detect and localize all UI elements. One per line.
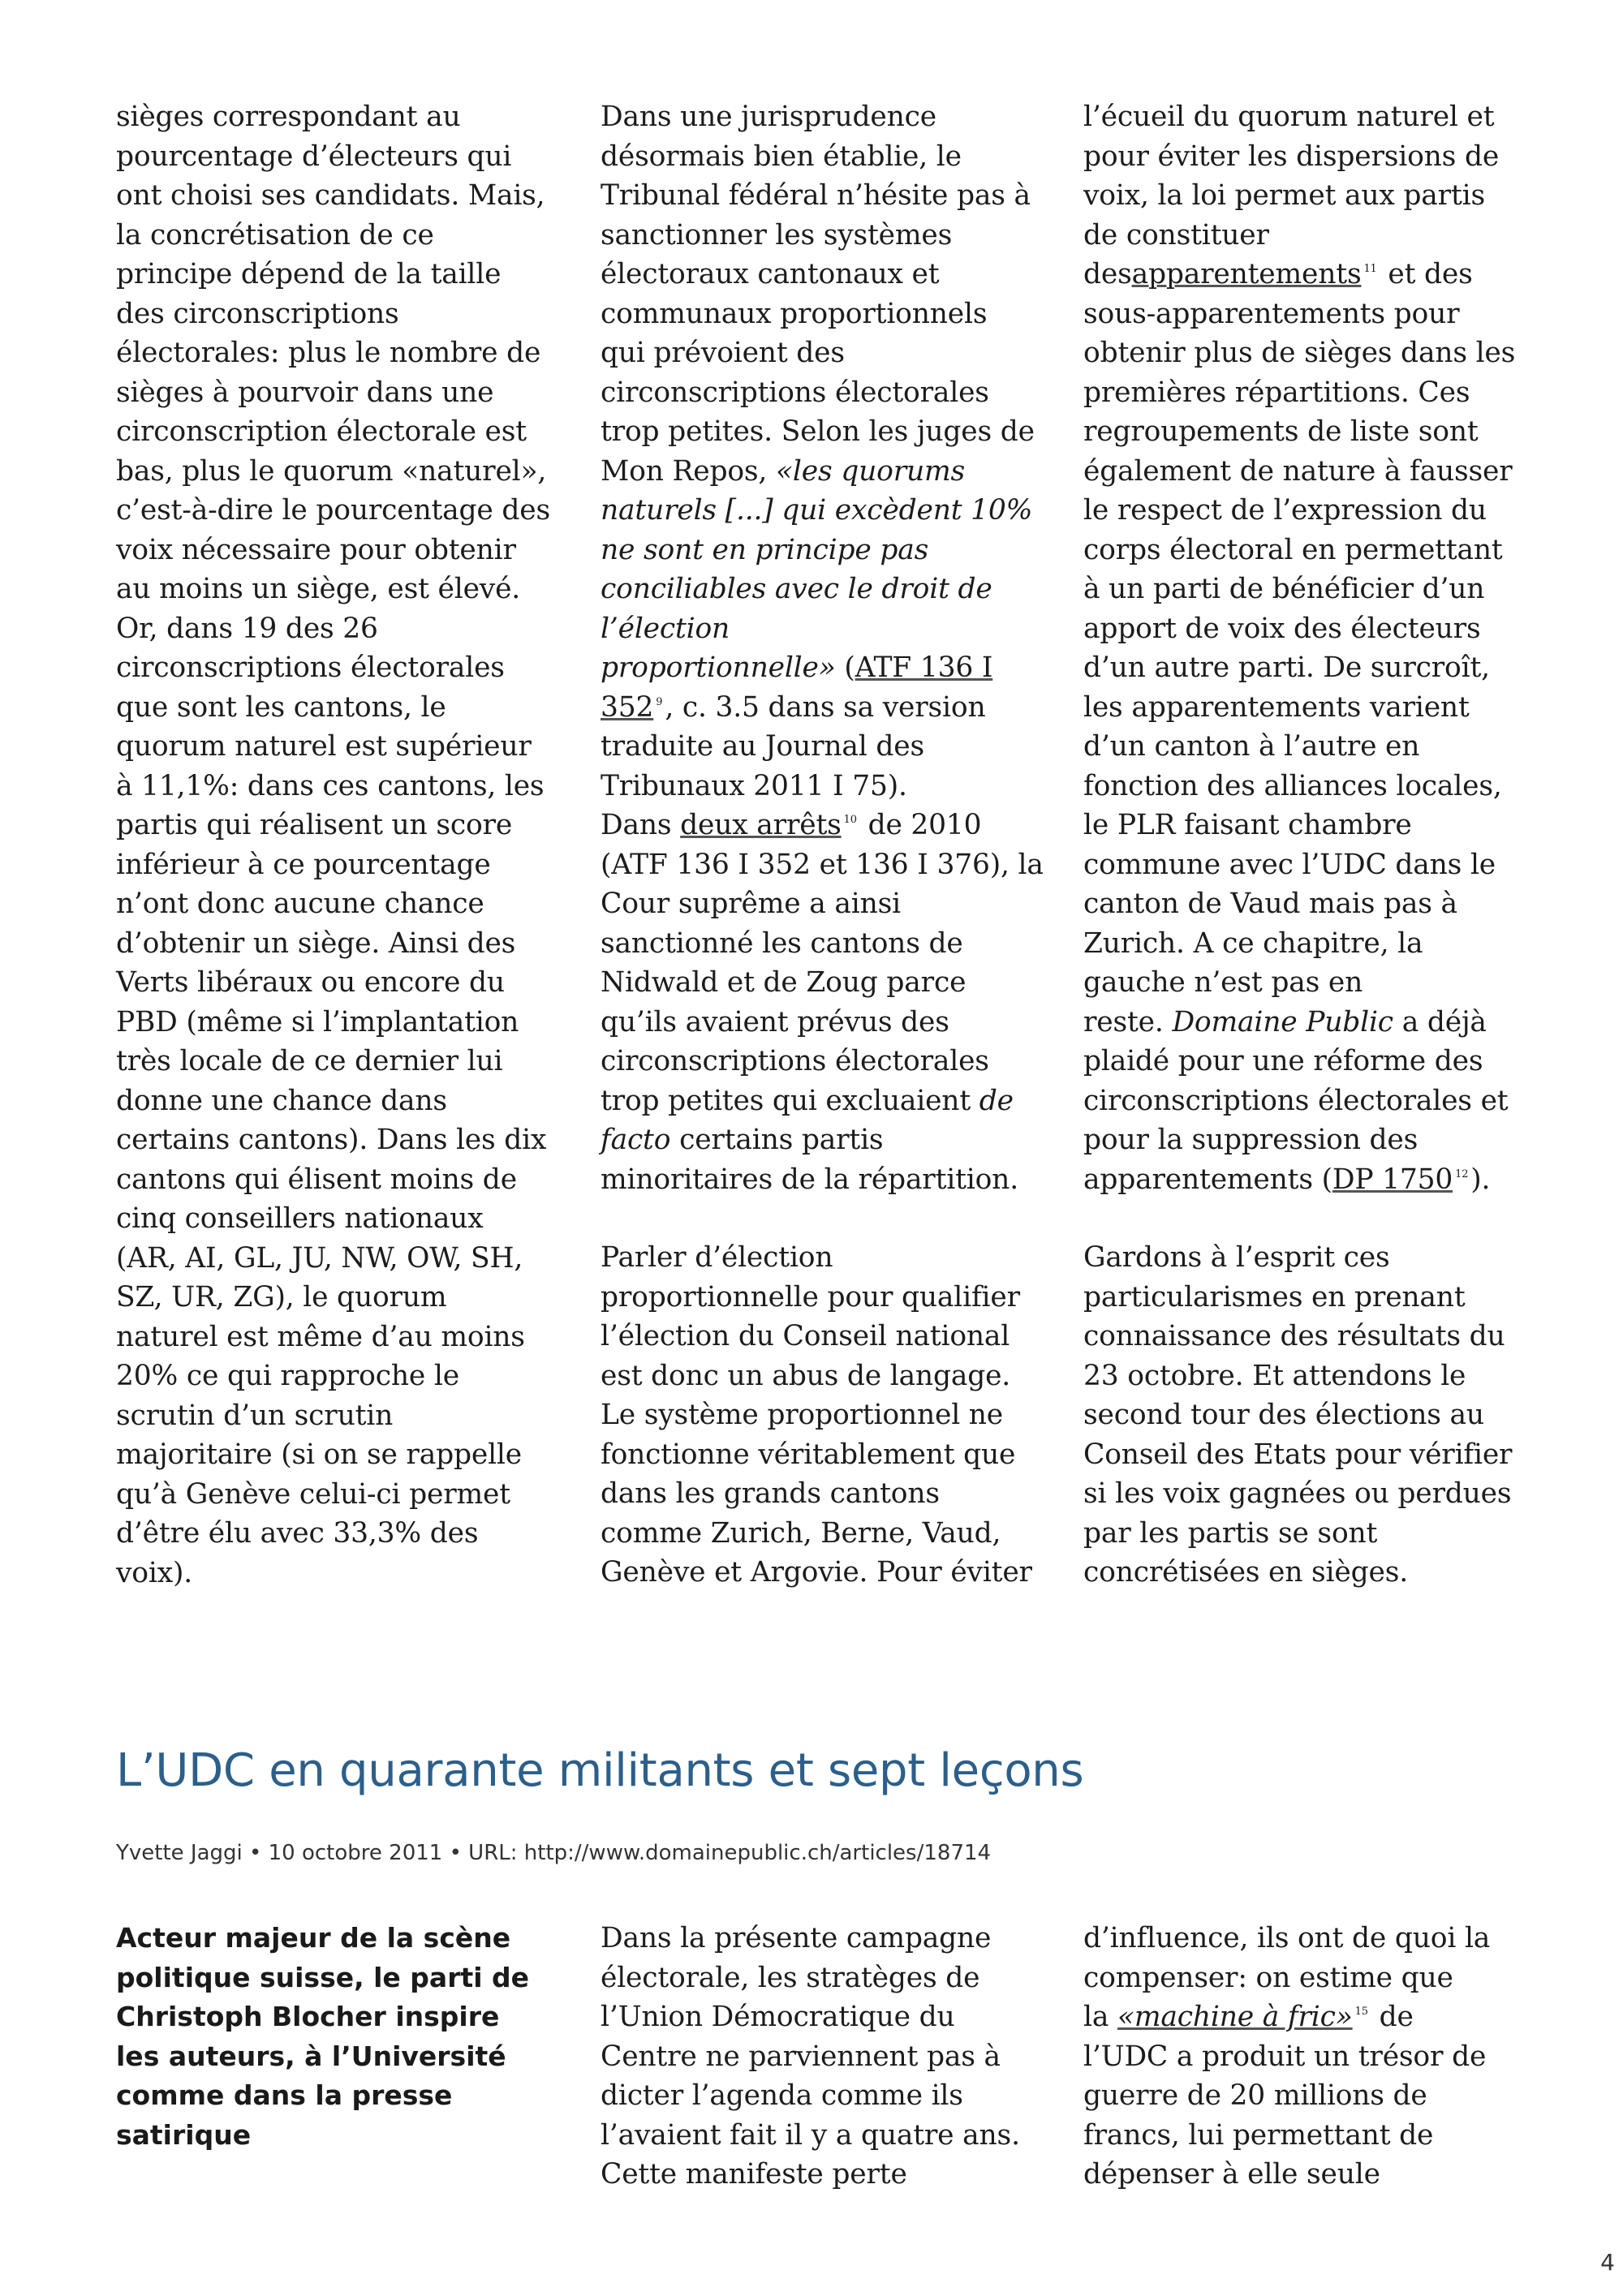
- footnote-marker: 9: [656, 695, 663, 708]
- text-line: principe dépend de la taille: [116, 258, 502, 290]
- text-line: Or, dans 19 des 26: [116, 612, 378, 645]
- article-meta: Yvette Jaggi • 10 octobre 2011 • URL: http://www.domainepublic.ch/articles/18714: [116, 1841, 992, 1865]
- text-line: Cette manifeste perte: [601, 2158, 907, 2191]
- quote-italic: «les quorums: [775, 454, 966, 488]
- machine-a-fric-link[interactable]: «machine à fric»: [1117, 2001, 1353, 2033]
- text-line: c’est-à-dire le pourcentage des: [116, 494, 551, 527]
- text-line: voix nécessaire pour obtenir: [116, 533, 516, 566]
- article-column-2: [601, 1919, 1039, 2195]
- text-line: compenser: on estime que: [1083, 1961, 1453, 1994]
- text-line: [1083, 1003, 1522, 1043]
- column-2: [601, 97, 1044, 1593]
- text-line: Le système proportionnel ne: [601, 1399, 1004, 1431]
- text-line: que sont les cantons, le: [116, 690, 446, 724]
- text-line: [601, 648, 1039, 688]
- text-line: naturel est même d’au moins: [116, 1320, 525, 1353]
- text-line: à 11,1%: dans ces cantons, les: [116, 769, 545, 802]
- text-line: au moins un siège, est élevé.: [116, 573, 521, 605]
- footnote-marker: 12: [1455, 1167, 1469, 1180]
- text-line: très locale de ce dernier lui: [116, 1045, 503, 1077]
- text-line: cinq conseillers nationaux: [116, 1202, 484, 1235]
- text-line: [1083, 1160, 1522, 1200]
- text-line: traduite au Journal des: [601, 730, 924, 763]
- text-line: circonscription électorale est: [116, 415, 527, 448]
- text-line: sièges à pourvoir dans une: [116, 376, 494, 409]
- text-line: d’un autre parti. De surcroît,: [1083, 651, 1490, 684]
- text-line: l’Union Démocratique du: [601, 2001, 955, 2033]
- text-line: guerre de 20 millions de: [1083, 2079, 1427, 2112]
- text-line: francs, lui permettant de: [1083, 2118, 1434, 2152]
- text-line: fonctionne véritablement que: [601, 1438, 1016, 1471]
- text-line: d’obtenir un siège. Ainsi des: [116, 927, 516, 960]
- text-line: [601, 452, 1039, 492]
- lead-line: Christoph Blocher inspire: [116, 2001, 500, 2032]
- text-line: à un parti de bénéficier d’un: [1083, 573, 1485, 605]
- text-line: sous-apparentements pour: [1083, 297, 1460, 330]
- column-1: [116, 97, 554, 1593]
- text-line: pour éviter les dispersions de: [1083, 140, 1500, 173]
- text-line: scrutin d’un scrutin: [116, 1399, 394, 1432]
- text-line: [1083, 1997, 1522, 2037]
- text-run: Mon Repos,: [601, 454, 768, 488]
- text-line: second tour des élections au: [1083, 1399, 1484, 1431]
- text-line: gauche n’est pas en: [1083, 966, 1363, 999]
- text-line: proportionnelle pour qualifier: [601, 1280, 1020, 1314]
- dp-1750-link[interactable]: DP 1750: [1332, 1163, 1453, 1196]
- text-line: (ATF 136 I 352 et 136 I 376), la: [601, 848, 1044, 881]
- text-line: [601, 1081, 1039, 1121]
- text-line: l’élection du Conseil national: [601, 1320, 1010, 1352]
- text-line: Parler d’élection: [601, 1241, 833, 1274]
- text-line: Genève et Argovie. Pour éviter: [601, 1556, 1032, 1589]
- text-line: des circonscriptions: [116, 297, 399, 330]
- footnote-marker: 11: [1363, 263, 1377, 275]
- text-line: le PLR faisant chambre: [1083, 809, 1412, 841]
- quote-italic: proportionnelle»: [601, 651, 836, 684]
- text-line: voix).: [116, 1556, 192, 1589]
- text-line: minoritaires de la répartition.: [601, 1163, 1018, 1196]
- text-run: et des: [1388, 258, 1473, 290]
- text-line: majoritaire (si on se rappelle: [116, 1438, 522, 1471]
- text-line: bas, plus le quorum «naturel»,: [116, 454, 547, 488]
- text-line: obtenir plus de sièges dans les: [1083, 337, 1516, 369]
- text-line: de constituer: [1083, 218, 1269, 252]
- text-line: Centre ne parviennent pas à: [601, 2040, 1001, 2073]
- italic-run: facto: [601, 1124, 671, 1156]
- lead-line: comme dans la presse: [116, 2079, 453, 2111]
- text-run: Dans: [601, 809, 672, 841]
- text-line: sanctionné les cantons de: [601, 927, 963, 960]
- column-3: [1083, 97, 1522, 1593]
- text-line: regroupements de liste sont: [1083, 415, 1479, 448]
- text-line: premières répartitions. Ces: [1083, 376, 1470, 409]
- italic-run: de: [979, 1084, 1014, 1117]
- text-line: dépenser à elle seule: [1083, 2158, 1380, 2191]
- text-line: circonscriptions électorales: [116, 651, 505, 684]
- text-line: n’ont donc aucune chance: [116, 888, 484, 920]
- text-line: ont choisi ses candidats. Mais,: [116, 179, 545, 212]
- text-run: apparentements (: [1083, 1163, 1332, 1196]
- text-run: certains partis: [679, 1124, 884, 1156]
- text-line: Gardons à l’esprit ces: [1083, 1241, 1390, 1274]
- text-line: [601, 688, 1039, 728]
- text-line: électoraux cantonaux et: [601, 258, 940, 290]
- text-run: (: [844, 651, 855, 684]
- text-line: également de nature à fausser: [1083, 454, 1513, 488]
- text-line: sanctionner les systèmes: [601, 218, 953, 252]
- text-line: l’écueil du quorum naturel et: [1083, 101, 1495, 133]
- quote-line: ne sont en principe pas: [601, 533, 929, 566]
- text-line: communaux proportionnels: [601, 297, 988, 330]
- text-line: concrétisées en sièges.: [1083, 1556, 1408, 1589]
- text-line: la concrétisation de ce: [116, 218, 434, 252]
- deux-arrets-link[interactable]: deux arrêts: [680, 809, 842, 841]
- text-line: cantons qui élisent moins de: [116, 1163, 517, 1196]
- text-line: Tribunal fédéral n’hésite pas à: [601, 179, 1031, 212]
- text-line: 20% ce qui rapproche le: [116, 1360, 459, 1392]
- text-line: circonscriptions électorales et: [1083, 1084, 1509, 1117]
- page-number: 4: [1600, 2249, 1615, 2276]
- text-line: [1083, 255, 1522, 295]
- text-line: Verts libéraux ou encore du: [116, 966, 505, 999]
- text-line: apport de voix des électeurs: [1083, 612, 1481, 645]
- quote-line: naturels [...] qui excèdent 10%: [601, 494, 1033, 527]
- text-line: commune avec l’UDC dans le: [1083, 848, 1496, 881]
- text-run: trop petites qui excluaient: [601, 1084, 971, 1117]
- text-line: partis qui réalisent un score: [116, 809, 513, 841]
- footnote-marker: 10: [843, 814, 857, 826]
- text-run: a déjà: [1401, 1005, 1487, 1038]
- atf-link[interactable]: ATF 136 I: [855, 651, 993, 684]
- text-run: des: [1083, 258, 1132, 290]
- text-line: pour la suppression des: [1083, 1124, 1419, 1156]
- text-line: électorale, les stratèges de: [601, 1961, 980, 1994]
- text-run: , c. 3.5 dans sa version: [665, 690, 986, 724]
- text-line: circonscriptions électorales: [601, 1045, 989, 1077]
- text-line: d’un canton à l’autre en: [1083, 730, 1420, 763]
- text-line: si les voix gagnées ou perdues: [1083, 1477, 1512, 1510]
- italic-run: Domaine Public: [1172, 1005, 1393, 1038]
- text-line: qu’ils avaient prévus des: [601, 1005, 949, 1038]
- lead-line: satirique: [116, 2118, 252, 2151]
- quote-line: l’élection: [601, 612, 730, 645]
- text-line: d’influence, ils ont de quoi la: [1083, 1922, 1491, 1954]
- text-line: qui prévoient des: [601, 337, 845, 369]
- text-line: inférieur à ce pourcentage: [116, 848, 491, 881]
- article-lead: [116, 1919, 554, 2155]
- text-line: les apparentements varient: [1083, 690, 1470, 724]
- text-line: (AR, AI, GL, JU, NW, OW, SH,: [116, 1241, 523, 1275]
- text-line: pourcentage d’électeurs qui: [116, 140, 512, 173]
- text-line: circonscriptions électorales: [601, 376, 989, 409]
- text-line: est donc un abus de langage.: [601, 1359, 1011, 1392]
- text-line: qu’à Genève celui-ci permet: [116, 1477, 510, 1511]
- text-run: de 2010: [867, 809, 982, 841]
- text-line: Conseil des Etats pour vérifier: [1083, 1438, 1513, 1471]
- lead-line: politique suisse, le parti de: [116, 1961, 530, 1993]
- text-line: plaidé pour une réforme des: [1083, 1045, 1483, 1077]
- text-run: la: [1083, 2001, 1109, 2033]
- text-line: connaissance des résultats du: [1083, 1320, 1505, 1352]
- text-line: [601, 806, 1039, 845]
- text-run: reste.: [1083, 1005, 1164, 1038]
- quote-line: conciliables avec le droit de: [601, 573, 992, 605]
- text-line: électorales: plus le nombre de: [116, 337, 541, 369]
- text-line: canton de Vaud mais pas à: [1083, 888, 1457, 920]
- text-line: l’UDC a produit un trésor de: [1083, 2040, 1487, 2073]
- text-line: corps électoral en permettant: [1083, 533, 1503, 566]
- text-run: de: [1379, 2001, 1414, 2033]
- text-line: désormais bien établie, le: [601, 140, 962, 173]
- text-line: certains cantons). Dans les dix: [116, 1124, 547, 1156]
- text-line: donne une chance dans: [116, 1084, 447, 1117]
- text-line: Nidwald et de Zoug parce: [601, 966, 966, 999]
- text-line: trop petites. Selon les juges de: [601, 415, 1035, 448]
- text-line: 23 octobre. Et attendons le: [1083, 1359, 1466, 1392]
- paragraph-gap: [1083, 1199, 1522, 1238]
- article-title: L’UDC en quarante militants et sept leçons: [116, 1744, 1084, 1797]
- lead-line: les auteurs, à l’Université: [116, 2040, 506, 2072]
- text-line: par les partis se sont: [1083, 1516, 1378, 1550]
- text-line: SZ, UR, ZG), le quorum: [116, 1281, 447, 1314]
- text-line: Zurich. A ce chapitre, la: [1083, 927, 1423, 960]
- text-line: voix, la loi permet aux partis: [1083, 179, 1485, 212]
- text-line: Tribunaux 2011 I 75).: [601, 769, 907, 802]
- text-line: sièges correspondant au: [116, 101, 461, 133]
- text-line: fonction des alliances locales,: [1083, 769, 1502, 802]
- text-line: particularismes en prenant: [1083, 1280, 1466, 1314]
- lead-line: Acteur majeur de la scène: [116, 1922, 511, 1954]
- paragraph-gap: [601, 1199, 1039, 1238]
- text-line: d’être élu avec 33,3% des: [116, 1517, 479, 1550]
- text-line: PBD (même si l’implantation: [116, 1005, 519, 1038]
- text-run: ).: [1470, 1163, 1491, 1196]
- text-line: le respect de l’expression du: [1083, 494, 1487, 527]
- article-column-3: [1083, 1919, 1522, 2195]
- text-line: Cour suprême a ainsi: [601, 888, 901, 920]
- text-line: dans les grands cantons: [601, 1477, 940, 1510]
- text-line: Dans une jurisprudence: [601, 101, 936, 133]
- text-line: dicter l’agenda comme ils: [601, 2079, 963, 2112]
- text-line: Dans la présente campagne: [601, 1922, 992, 1954]
- text-line: l’avaient fait il y a quatre ans.: [601, 2118, 1020, 2152]
- atf-link-cont[interactable]: 352: [601, 690, 654, 724]
- apparentements-link[interactable]: apparentements: [1131, 258, 1362, 290]
- text-line: quorum naturel est supérieur: [116, 730, 532, 763]
- footnote-marker: 15: [1354, 2006, 1368, 2018]
- text-line: [601, 1120, 1039, 1160]
- text-line: comme Zurich, Berne, Vaud,: [601, 1516, 1001, 1550]
